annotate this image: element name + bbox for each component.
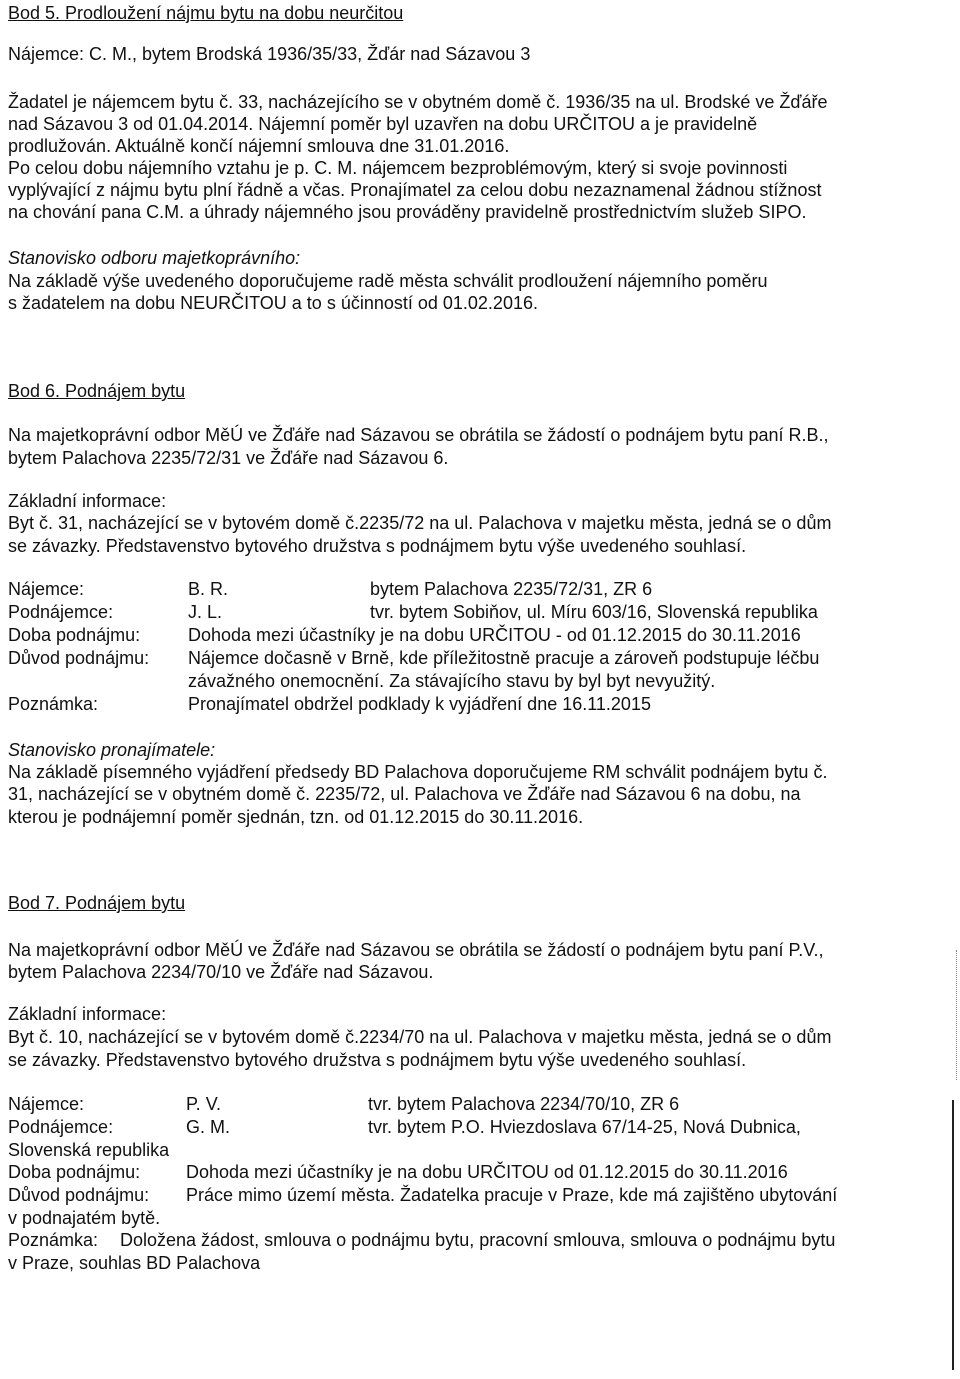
bod6-podnajemce-label: Podnájemce: (8, 602, 114, 622)
bod6-doba-value: Dohoda mezi účastníky je na dobu URČITOU - od 01.12.2015 do 30.11.2016 (188, 625, 801, 645)
bod5-tenant-line: Nájemce: C. M., bytem Brodská 1936/35/33, Žďár nad Sázavou 3 (8, 44, 531, 64)
bod7-intro-line: bytem Palachova 2234/70/10 ve Žďáře nad Sázavou. (8, 962, 434, 982)
bod6-intro-line: Na majetkoprávní odbor MěÚ ve Žďáře nad Sázavou se obrátila se žádostí o podnájem bytu paní R.B., (8, 425, 829, 445)
bod6-podnajemce-name: J. L. (188, 602, 223, 622)
bod7-duvod-value: Práce mimo území města. Žadatelka pracuje v Praze, kde má zajištěno ubytování (186, 1185, 838, 1205)
bod7-basic-info-label: Základní informace: (8, 1004, 167, 1024)
bod6-basic-info-line: Byt č. 31, nacházející se v bytovém domě č.2235/72 na ul. Palachova v majetku města, jedná se o dům (8, 513, 832, 533)
bod5-para-line: Po celou dobu nájemního vztahu je p. C. M. nájemcem bezproblémovým, který si svoje povinnosti (8, 158, 788, 178)
bod7-najemce-label: Nájemce: (8, 1094, 85, 1114)
bod7-doba-label: Doba podnájmu: (8, 1162, 141, 1182)
bod6-duvod-value: Nájemce dočasně v Brně, kde příležitostně pracuje a zároveň podstupuje léčbu (188, 648, 820, 668)
bod5-para-line: na chování pana C.M. a úhrady nájemného jsou prováděny pravidelně prostřednictvím služeb SIPO. (8, 202, 807, 222)
bod7-intro-line: Na majetkoprávní odbor MěÚ ve Žďáře nad Sázavou se obrátila se žádostí o podnájem bytu paní P.V., (8, 940, 824, 960)
bod7-najemce-name: P. V. (186, 1094, 222, 1114)
bod5-opinion-line: s žadatelem na dobu NEURČITOU a to s účinností od 01.02.2016. (8, 293, 538, 313)
bod6-basic-info-label: Základní informace: (8, 491, 167, 511)
bod6-heading: Bod 6. Podnájem bytu (8, 381, 186, 401)
bod7-podnajemce-address: tvr. bytem P.O. Hviezdoslava 67/14-25, Nová Dubnica, (368, 1117, 801, 1137)
bod5-para-line: vyplývající z nájmu bytu plní řádně a včas. Pronajímatel za celou dobu nezaznamenal žádnou stížnost (8, 180, 822, 200)
bod5-para-line: Žadatel je nájemcem bytu č. 33, nacházejícího se v obytném domě č. 1936/35 na ul. Brodské ve Žďáře (8, 92, 828, 112)
bod6-najemce-address: bytem Palachova 2235/72/31, ZR 6 (370, 579, 653, 599)
bod7-duvod-label: Důvod podnájmu: (8, 1185, 150, 1205)
bod6-opinion-title: Stanovisko pronajímatele: (8, 740, 216, 760)
bod6-intro-line: bytem Palachova 2235/72/31 ve Žďáře nad Sázavou 6. (8, 448, 449, 468)
bod6-duvod-label: Důvod podnájmu: (8, 648, 150, 668)
bod7-najemce-address: tvr. bytem Palachova 2234/70/10, ZR 6 (368, 1094, 680, 1114)
bod7-doba-value: Dohoda mezi účastníky je na dobu URČITOU od 01.12.2015 do 30.11.2016 (186, 1162, 788, 1182)
bod7-basic-info-line: se závazky. Představenstvo bytového družstva s podnájmem bytu výše uvedeného souhlasí. (8, 1050, 747, 1070)
bod7-poznamka-label: Poznámka: (8, 1230, 99, 1250)
bod7-poznamka-value-cont: v Praze, souhlas BD Palachova (8, 1253, 261, 1273)
bod6-podnajemce-address: tvr. bytem Sobiňov, ul. Míru 603/16, Slovenská republika (370, 602, 818, 622)
bod6-opinion-line: Na základě písemného vyjádření předsedy BD Palachova doporučujeme RM schválit podnájem bytu č. (8, 762, 828, 782)
bod6-poznamka-label: Poznámka: (8, 694, 99, 714)
bod7-duvod-value-cont: v podnajatém bytě. (8, 1208, 161, 1228)
bod5-opinion-line: Na základě výše uvedeného doporučujeme radě města schválit prodloužení nájemního poměru (8, 271, 768, 291)
bod6-opinion-line: 31, nacházející se v obytném domě č. 2235/72, ul. Palachova ve Žďáře nad Sázavou 6 na dobu, na (8, 784, 801, 804)
bod6-poznamka-value: Pronajímatel obdržel podklady k vyjádření dne 16.11.2015 (188, 694, 651, 714)
bod7-heading: Bod 7. Podnájem bytu (8, 893, 186, 913)
bod6-duvod-value: závažného onemocnění. Za stávajícího stavu by byl byt nevyužitý. (188, 671, 716, 691)
page-edge-line (952, 1100, 954, 1370)
bod5-para-line: nad Sázavou 3 od 01.04.2014. Nájemní poměr byl uzavřen na dobu URČITOU a je pravidelně (8, 114, 758, 134)
bod7-poznamka-value: Doložena žádost, smlouva o podnájmu bytu, pracovní smlouva, smlouva o podnájmu bytu (120, 1230, 836, 1250)
page-fold-line (956, 950, 958, 1080)
bod5-opinion-title: Stanovisko odboru majetkoprávního: (8, 248, 301, 268)
bod6-opinion-line: kterou je podnájemní poměr sjednán, tzn. od 01.12.2015 do 30.11.2016. (8, 807, 584, 827)
bod6-najemce-label: Nájemce: (8, 579, 85, 599)
bod7-podnajemce-label: Podnájemce: (8, 1117, 114, 1137)
bod6-doba-label: Doba podnájmu: (8, 625, 141, 645)
bod5-heading: Bod 5. Prodloužení nájmu bytu na dobu neurčitou (8, 3, 404, 23)
bod6-najemce-name: B. R. (188, 579, 229, 599)
bod7-podnajemce-address-cont: Slovenská republika (8, 1140, 170, 1160)
bod5-para-line: prodlužován. Aktuálně končí nájemní smlouva dne 31.01.2016. (8, 136, 510, 156)
bod7-podnajemce-name: G. M. (186, 1117, 230, 1137)
bod7-basic-info-line: Byt č. 10, nacházející se v bytovém domě č.2234/70 na ul. Palachova v majetku města, jedná se o dům (8, 1027, 832, 1047)
bod6-basic-info-line: se závazky. Představenstvo bytového družstva s podnájmem bytu výše uvedeného souhlasí. (8, 536, 747, 556)
